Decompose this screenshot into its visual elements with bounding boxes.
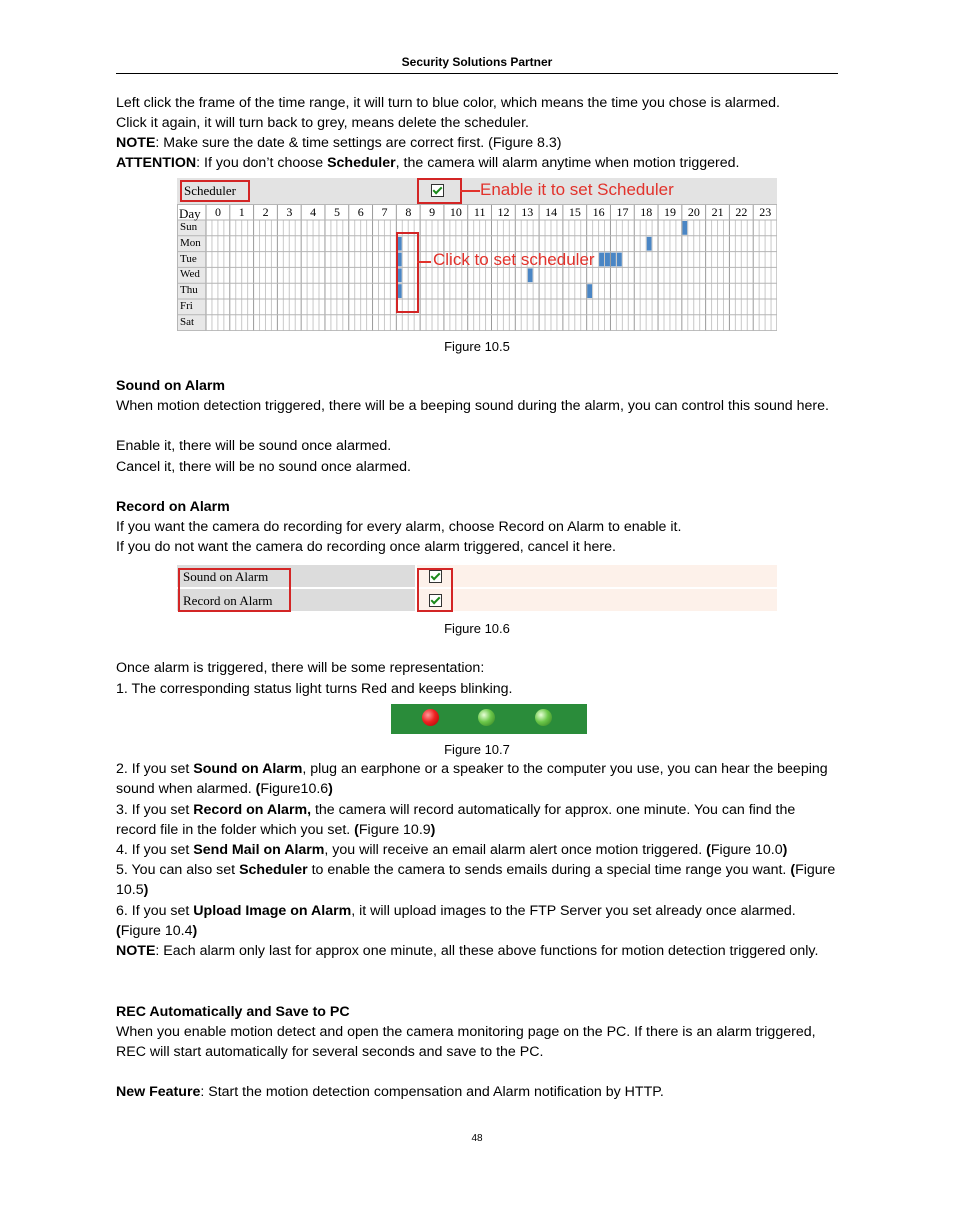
item2-bold: Sound on Alarm: [193, 761, 303, 777]
representation-note-text: : Each alarm only last for approx one minute, all these above functions for motion detection triggered only.: [155, 943, 819, 959]
hour-label: 17: [616, 205, 629, 219]
attention-bold: Scheduler: [327, 155, 396, 171]
hour-label: 16: [592, 205, 605, 219]
record-on-alarm-value-cell: [417, 589, 777, 611]
representation-item-2: [116, 759, 838, 799]
representation-item-3: [116, 800, 838, 840]
selected-time-cell[interactable]: [647, 237, 652, 251]
hour-label: 0: [215, 205, 221, 219]
attention-text-1: : If you don’t choose: [196, 155, 328, 171]
item5-figure-ref: Figure 10.5: [116, 862, 836, 899]
scheduler-checkbox[interactable]: [431, 184, 444, 197]
item6-text-a: 6. If you set: [116, 903, 194, 919]
new-feature-paragraph: [116, 1082, 838, 1102]
intro-paragraph-1: Left click the frame of the time range, it will turn to blue color, which means the time you chose is alarmed.: [116, 95, 780, 111]
item6-figure-ref: Figure 10.4: [120, 923, 193, 940]
hour-label: 9: [429, 205, 436, 219]
hour-label: 1: [238, 205, 245, 219]
scheduler-header-bar: [177, 178, 777, 204]
item2-figure-ref: Figure10.6: [260, 781, 329, 798]
hour-label: 8: [405, 205, 412, 219]
new-feature-text: : Start the motion detection compensation and Alarm notification by HTTP.: [200, 1084, 664, 1100]
hour-label: 21: [711, 205, 724, 219]
day-label: Sun: [180, 221, 198, 233]
hour-label: 19: [664, 205, 677, 219]
hour-label: 10: [449, 205, 462, 219]
page-number: 48: [471, 1133, 483, 1144]
item3-bold: Record on Alarm,: [193, 802, 312, 818]
record-heading: Record on Alarm: [116, 499, 230, 515]
sound-on-alarm-label: Sound on Alarm: [183, 569, 269, 584]
hour-label: 20: [687, 205, 700, 219]
hour-label: 12: [497, 205, 510, 219]
figure-caption-10-5: Figure 10.5: [444, 339, 510, 354]
item4-bold: Send Mail on Alarm: [193, 842, 325, 858]
item4-paren-open: (: [706, 842, 711, 858]
hour-label: 18: [640, 205, 653, 219]
hour-label: 5: [333, 205, 340, 219]
representation-item-1: 1. The corresponding status light turns Red and keeps blinking.: [116, 681, 513, 697]
day-label: Sat: [180, 315, 195, 328]
item5-text-c: to enable the camera to sends emails during a special time range you want.: [307, 862, 791, 878]
note-label: NOTE: [116, 135, 156, 151]
status-lights-figure: [391, 704, 587, 734]
day-label: Fri: [180, 300, 193, 312]
sound-paragraph-2: Enable it, there will be sound once alarmed.: [116, 438, 392, 454]
note-text: : Make sure the date & time settings are correct first. (Figure 8.3): [155, 135, 562, 151]
enable-annotation: Enable it to set Scheduler: [480, 180, 674, 199]
attention-paragraph: [116, 153, 838, 173]
hour-label: 15: [568, 205, 581, 219]
click-annotation-line: [417, 261, 431, 263]
item2-paren-close: ): [328, 781, 333, 798]
note-paragraph: [116, 133, 838, 153]
representation-item-6: [116, 901, 838, 941]
item4-paren-close: ): [782, 842, 788, 858]
day-label: Mon: [180, 236, 201, 249]
representation-intro: Once alarm is triggered, there will be some representation:: [116, 660, 485, 676]
attention-text-2: , the camera will alarm anytime when motion triggered.: [395, 155, 740, 171]
item4-text-c: , you will receive an email alarm alert once motion triggered.: [324, 842, 707, 858]
hour-label: 11: [473, 205, 486, 219]
scheduler-label: Scheduler: [184, 183, 236, 198]
selected-time-cell[interactable]: [599, 253, 604, 267]
item2-paren-open: (: [255, 781, 261, 798]
status-light-green-icon: [535, 709, 552, 726]
hour-label: 22: [735, 205, 748, 219]
sound-on-alarm-value-cell: [417, 565, 777, 587]
alarm-options-figure: [177, 564, 777, 611]
sound-heading: Sound on Alarm: [116, 378, 226, 394]
day-label: Thu: [180, 284, 198, 297]
rec-paragraph: When you enable motion detect and open the camera monitoring page on the PC. If there is an alarm triggered, REC will start automatically for several seconds and save to the PC.: [116, 1024, 816, 1061]
representation-note: [116, 941, 838, 961]
click-annotation: Click to set scheduler: [433, 250, 595, 269]
representation-note-label: NOTE: [116, 943, 156, 959]
page-header: Security Solutions Partner: [401, 55, 553, 69]
selected-time-cell[interactable]: [528, 268, 533, 282]
hour-label: 14: [545, 205, 558, 219]
alarm-checkboxes-highlight: [417, 568, 453, 612]
item6-text-c: , it will upload images to the FTP Server you set already once alarmed.: [351, 903, 796, 919]
hour-label: 13: [521, 205, 534, 219]
selected-time-cell[interactable]: [587, 284, 592, 298]
item3-text-c: the camera will record automatically for approx. one minute. You can find the record file in the folder which you set.: [116, 802, 796, 839]
item5-paren-open: (: [790, 862, 796, 878]
record-on-alarm-label: Record on Alarm: [183, 593, 273, 608]
scheduler-grid[interactable]: [177, 204, 777, 331]
item3-text-a: 3. If you set: [116, 802, 194, 818]
hour-label: 2: [262, 205, 269, 219]
sound-paragraph-3: Cancel it, there will be no sound once alarmed.: [116, 459, 411, 475]
record-paragraph-1: If you want the camera do recording for every alarm, choose Record on Alarm to enable it.: [116, 519, 682, 535]
day-label: Wed: [180, 268, 200, 281]
attention-label: ATTENTION: [116, 155, 197, 171]
item4-figure-ref: Figure 10.0: [710, 842, 783, 858]
sound-paragraph-1: When motion detection triggered, there will be a beeping sound during the alarm, you can control this sound here.: [116, 398, 829, 414]
alarm-labels-highlight: [178, 568, 291, 612]
item3-paren-close: ): [430, 822, 436, 839]
status-light-red-icon: [422, 709, 439, 726]
hour-label: 4: [310, 205, 317, 219]
representation-item-5: [116, 860, 838, 900]
rec-heading: REC Automatically and Save to PC: [116, 1004, 350, 1020]
hour-label: 7: [381, 205, 388, 219]
item6-bold: Upload Image on Alarm: [193, 903, 352, 919]
item6-paren-close: ): [192, 923, 198, 940]
item2-text-a: 2. If you set: [116, 761, 194, 777]
item6-paren-open: (: [116, 923, 121, 940]
item5-paren-close: ): [143, 882, 149, 899]
record-paragraph-2: If you do not want the camera do recording once alarm triggered, cancel it here.: [116, 539, 616, 555]
day-column-header: Day: [179, 206, 201, 221]
header-rule: [116, 73, 838, 74]
hour-label: 23: [759, 205, 772, 219]
enable-annotation-line: [460, 190, 480, 192]
new-feature-label: New Feature: [116, 1084, 201, 1100]
selected-time-cell[interactable]: [682, 221, 687, 235]
selected-time-cell[interactable]: [605, 253, 610, 267]
intro-paragraph-2: Click it again, it will turn back to grey, means delete the scheduler.: [116, 115, 529, 131]
item4-text-a: 4. If you set: [116, 842, 194, 858]
item3-figure-ref: Figure 10.9: [358, 822, 431, 839]
hour-label: 6: [357, 205, 364, 219]
figure-caption-10-7: Figure 10.7: [444, 742, 510, 757]
day-label: Tue: [180, 252, 197, 265]
selected-time-cell[interactable]: [617, 253, 622, 267]
figure-caption-10-6: Figure 10.6: [444, 621, 510, 636]
item5-bold: Scheduler: [239, 862, 308, 878]
click-area-highlight: [396, 232, 419, 313]
item5-text-a: 5. You can also set: [116, 862, 240, 878]
item2-text-c: , plug an earphone or a speaker to the computer you use, you can hear the beeping sound when alarmed.: [116, 761, 828, 798]
selected-time-cell[interactable]: [611, 253, 616, 267]
scheduler-figure: [177, 178, 777, 331]
status-light-green-icon: [478, 709, 495, 726]
item3-paren-open: (: [354, 822, 359, 839]
hour-label: 3: [286, 205, 293, 219]
representation-item-4: [116, 840, 838, 860]
